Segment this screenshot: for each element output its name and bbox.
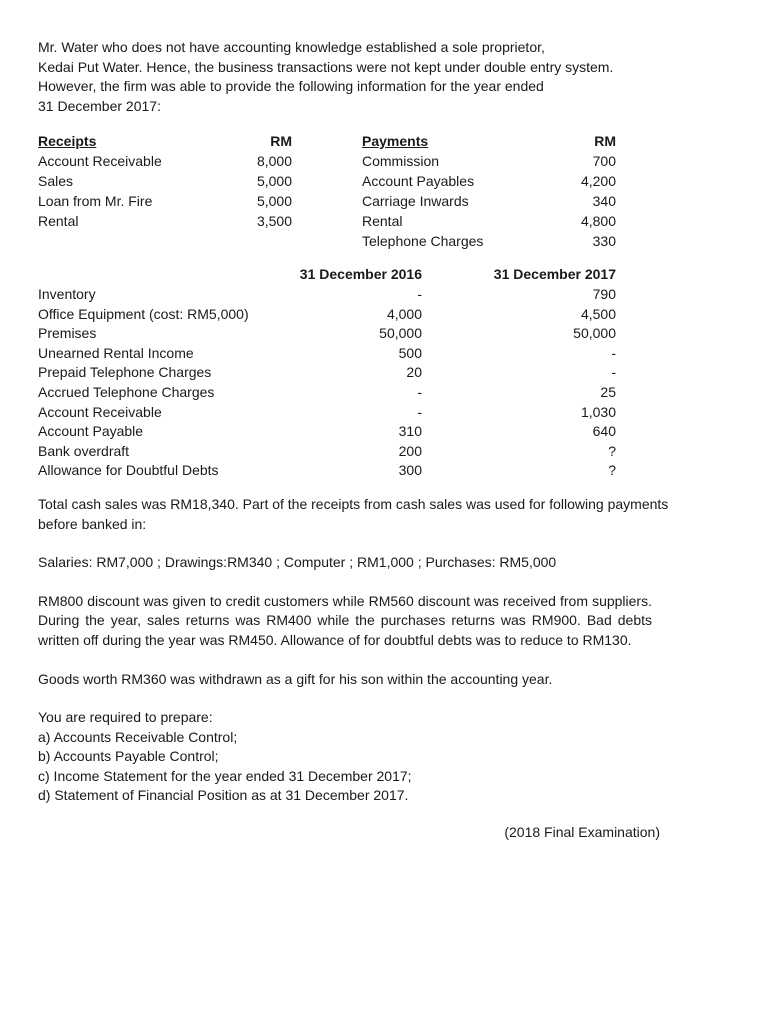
balance-row [38,344,616,364]
balance-row [38,363,616,383]
receipts-table [38,131,292,231]
intro-line: 31 December 2017: [38,97,161,114]
document-page [38,38,678,843]
payments-row [362,171,616,191]
requirement-item: c) Income Statement for the year ended 31 December 2017; [38,767,412,784]
balance-row [38,403,616,423]
balance-row [38,305,616,325]
balance-item: Premises [38,325,97,342]
receipts-currency-header: RM [270,133,292,149]
receipt-label: Loan from Mr. Fire [38,193,153,209]
payment-label: Rental [362,213,403,229]
balance-2016: 4,000 [386,305,422,322]
payments-row [362,191,616,211]
balances-header-row [38,263,616,285]
intro-line: Kedai Put Water. Hence, the business transactions were not kept under double entry system. [38,58,614,75]
balance-2017: 50,000 [573,325,616,342]
balance-item: Account Receivable [38,403,162,420]
payments-row [362,151,616,171]
balance-2017: 4,500 [580,305,616,322]
payment-label: Commission [362,153,440,169]
balance-item: Account Payable [38,423,144,440]
receipts-row [38,211,292,231]
balance-2016: - [417,383,422,400]
balances-2017-header: 31 December 2017 [493,266,616,282]
discounts-paragraph: RM800 discount was given to credit customers while RM560 discount was received from suppliers. During the year, sales returns was RM400 while the purchases returns was RM900. Bad debts written off during the year was RM450. Allowance of for doubtful debts was to reduce to RM130. [38,592,652,648]
requirement-item: b) Accounts Payable Control; [38,748,219,765]
intro-paragraph [38,38,678,116]
receipt-amount: 8,000 [256,153,292,169]
balance-2016: 500 [398,344,422,361]
balance-2016: 300 [398,462,422,479]
balance-2017: 640 [592,423,616,440]
cash-payments-line: Salaries: RM7,000 ; Drawings:RM340 ; Computer ; RM1,000 ; Purchases: RM5,000 [38,554,557,571]
receipts-row [38,171,292,191]
balance-2017: - [611,344,616,361]
balance-row [38,285,616,305]
receipt-amount: 5,000 [256,193,292,209]
intro-line: Mr. Water who does not have accounting knowledge established a sole proprietor, [38,39,545,55]
payment-label: Telephone Charges [362,233,484,249]
payments-table [362,131,616,251]
intro-line: However, the firm was able to provide the following information for the year ended [38,78,544,94]
balance-item: Office Equipment (cost: RM5,000) [38,305,249,322]
balance-row [38,442,616,462]
balance-2017: ? [608,442,616,459]
requirements-intro: You are required to prepare: [38,709,213,726]
balance-2017: ? [608,462,616,479]
balance-2016: - [417,403,422,420]
balance-item: Prepaid Telephone Charges [38,364,212,381]
payments-header-row [362,131,616,151]
receipt-amount: 3,500 [256,213,292,229]
balance-2016: 20 [406,364,422,381]
receipt-label: Rental [38,213,79,229]
payment-label: Account Payables [362,173,475,189]
balances-item-header [38,263,286,285]
receipts-row [38,151,292,171]
payments-row [362,231,616,251]
receipts-payments-section [38,131,678,249]
receipts-row [38,191,292,211]
balance-2016: 50,000 [379,325,422,342]
payments-row [362,211,616,231]
requirement-item: a) Accounts Receivable Control; [38,728,238,745]
receipt-amount: 5,000 [256,173,292,189]
payment-amount: 340 [592,193,616,209]
payments-currency-header: RM [594,133,616,149]
cash-sales-paragraph: Total cash sales was RM18,340. Part of the receipts from cash sales was used for following payments before banked in: [38,495,669,532]
receipt-label: Account Receivable [38,153,162,169]
balances-table [38,263,616,481]
goods-withdrawn-paragraph: Goods worth RM360 was withdrawn as a gift for his son within the accounting year. [38,670,553,687]
balance-2016: 200 [398,442,422,459]
requirement-item: d) Statement of Financial Position as at 31 December 2017. [38,787,409,804]
balance-2017: - [611,364,616,381]
balance-item: Allowance for Doubtful Debts [38,462,219,479]
balance-2016: 310 [398,423,422,440]
receipt-label: Sales [38,173,74,189]
balance-2016: - [417,286,422,302]
balance-2017: 1,030 [580,403,616,420]
balance-2017: 25 [600,383,616,400]
balance-2017: 790 [592,286,616,302]
balance-item: Inventory [38,286,96,302]
payment-amount: 4,200 [580,173,616,189]
payment-label: Carriage Inwards [362,193,469,209]
receipts-header-row [38,131,292,151]
receipts-header: Receipts [38,133,97,149]
balance-row [38,383,616,403]
payment-amount: 700 [592,153,616,169]
payment-amount: 4,800 [580,213,616,229]
balance-row [38,324,616,344]
payment-amount: 330 [592,233,616,249]
balance-item: Accrued Telephone Charges [38,383,215,400]
payments-header: Payments [362,133,429,149]
balances-2016-header: 31 December 2016 [299,266,422,282]
balance-row [38,422,616,442]
source-note: (2018 Final Examination) [504,824,660,841]
balance-item: Unearned Rental Income [38,344,194,361]
requirements-section [38,708,678,806]
balance-item: Bank overdraft [38,442,130,459]
balance-row [38,461,616,481]
